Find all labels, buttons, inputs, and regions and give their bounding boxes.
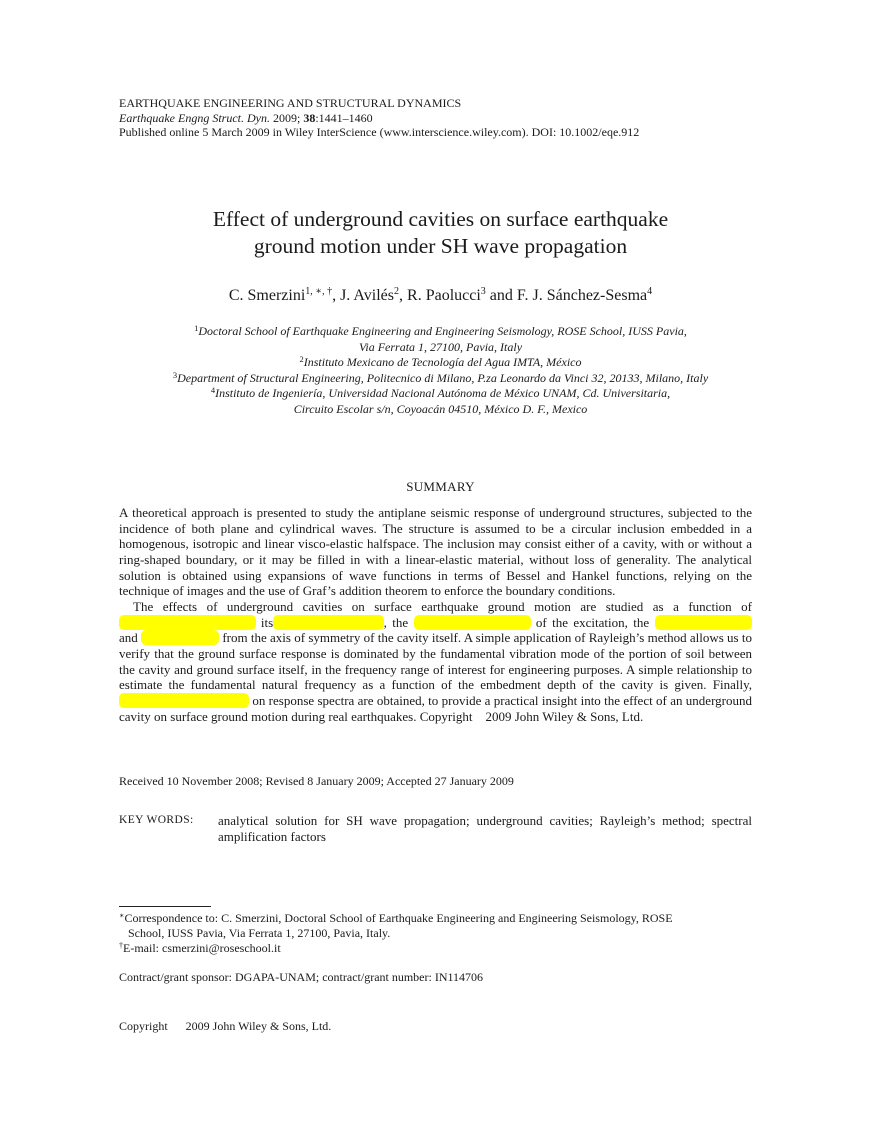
author-2-sup: 2 — [394, 286, 400, 297]
footer-copyright-label: Copyright — [119, 1019, 168, 1033]
author-3: , R. Paolucci — [399, 287, 481, 304]
keywords — [119, 813, 752, 844]
footnote-rule — [119, 906, 211, 907]
keywords-label: KEY WORDS: — [119, 814, 194, 826]
title-line-1: Effect of underground cavities on surface earthquake — [212, 207, 669, 231]
author-3-sup: 3 — [480, 286, 486, 297]
author-list — [0, 286, 881, 306]
grant-sponsor: Contract/grant sponsor: DGAPA-UNAM; contract/grant number: IN114706 — [119, 970, 484, 984]
title-line-2: ground motion under SH wave propagation — [253, 234, 628, 258]
citation-pages: :1441–1460 — [315, 110, 373, 125]
author-2: , J. Avilés — [332, 287, 395, 304]
received-dates: Received 10 November 2008; Revised 8 January 2009; Accepted 27 January 2009 — [119, 774, 514, 788]
copyright-symbol — [476, 709, 486, 724]
affiliation-4: $^4$Instituto de Ingeniería, Universidad Nacional Autónoma de México UNAM, Cd. Universitaria, — [210, 385, 671, 400]
redaction-highlight — [414, 615, 531, 630]
abstract-paragraph-1: A theoretical approach is presented to study the antiplane seismic response of underground structures, subjected to the incidence of both plane and cylindrical waves. The structure is assumed to be a circular inclusion embedded in a homogenous, isotropic and linear visco-elastic halfspace. The inclusion may consist either of a cavity, with or without a ring-shaped boundary, or it may be filled in with a linear-elastic material, without loss of generality. The analytical solution is obtained using expansions of wave functions in terms of Bessel and Hankel functions, relying on the technique of images and the use of Graf’s addition theorem to enforce the boundary conditions. — [119, 505, 752, 599]
abstract-paragraph-2: The effects of underground cavities on surface earthquake ground motion are studied as a function of its , the of the excitation, the and from the axis of symmetry of the cavity itself. A simple application of Rayleigh’s method allows us to verify that the ground surface response is dominated by the fundamental vibration mode of the portion of soil between the cavity and ground surface itself, in the frequency range of interest for engineering purposes. A simple relationship to estimate the fundamental natural frequency as a function of the embedment depth of the cavity is given. Finally, on response spectra are obtained, to provide a practical insight into the effect of an underground cavity on surface ground motion during real earthquakes. Copyright 2009 John Wiley & Sons, Ltd. — [119, 598, 752, 724]
abstract — [119, 505, 752, 724]
footnotes — [119, 911, 752, 956]
redaction-highlight — [119, 693, 249, 708]
redaction-highlight — [655, 615, 753, 630]
affiliation-3: $^3$Department of Structural Engineering, Politecnico di Milano, P.za Leonardo da Vinci 32, 20133, Milano, Italy — [172, 369, 709, 385]
journal-header — [119, 96, 752, 140]
published-line: Published online 5 March 2009 in Wiley InterScience (www.interscience.wiley.com). DOI: 10.1002/eqe.912 — [119, 125, 640, 139]
footnote-correspondence: ∗Correspondence to: C. Smerzini, Doctoral School of Earthquake Engineering and Engineering Seismology, ROSE — [119, 911, 673, 925]
author-4: and F. J. Sánchez-Sesma — [485, 287, 648, 304]
footer-copyright-text: 2009 John Wiley & Sons, Ltd. — [185, 1019, 332, 1033]
affiliations — [0, 324, 881, 417]
redaction-highlight — [273, 615, 384, 630]
footnote-correspondence-line-2: School, IUSS Pavia, Via Ferrata 1, 27100, Pavia, Italy. — [128, 926, 391, 940]
affiliation-4-line-2: Circuito Escolar s/n, Coyoacán 04510, México D. F., Mexico — [293, 401, 588, 416]
journal-citation — [119, 111, 752, 126]
affiliation-1: $^1$Doctoral School of Earthquake Engineering and Engineering Seismology, ROSE School, IUSS Pavia, — [194, 323, 687, 338]
affiliation-1-line-2: Via Ferrata 1, 27100, Pavia, Italy — [358, 339, 523, 354]
affiliation-2: $^2$Instituto Mexicano de Tecnología del Agua IMTA, México — [299, 354, 582, 369]
keywords-text: analytical solution for SH wave propagation; underground cavities; Rayleigh’s method; spectral amplification factors — [218, 813, 752, 844]
redaction-highlight — [119, 615, 256, 630]
citation-volume: 38 — [303, 110, 316, 125]
citation-journal: Earthquake Engng Struct. Dyn. — [119, 110, 270, 125]
paper-title — [0, 206, 881, 260]
redaction-highlight — [141, 630, 219, 645]
page-footer-copyright — [119, 1019, 331, 1034]
author-1: C. Smerzini — [228, 287, 306, 304]
author-1-sup: 1, ∗, † — [305, 286, 333, 297]
citation-year: 2009; — [269, 110, 304, 125]
summary-heading: SUMMARY — [406, 479, 475, 494]
page — [119, 96, 752, 140]
journal-name: EARTHQUAKE ENGINEERING AND STRUCTURAL DYNAMICS — [119, 96, 462, 110]
footnote-email: †E-mail: csmerzini@roseschool.it — [119, 941, 281, 955]
author-4-sup: 4 — [647, 286, 653, 297]
